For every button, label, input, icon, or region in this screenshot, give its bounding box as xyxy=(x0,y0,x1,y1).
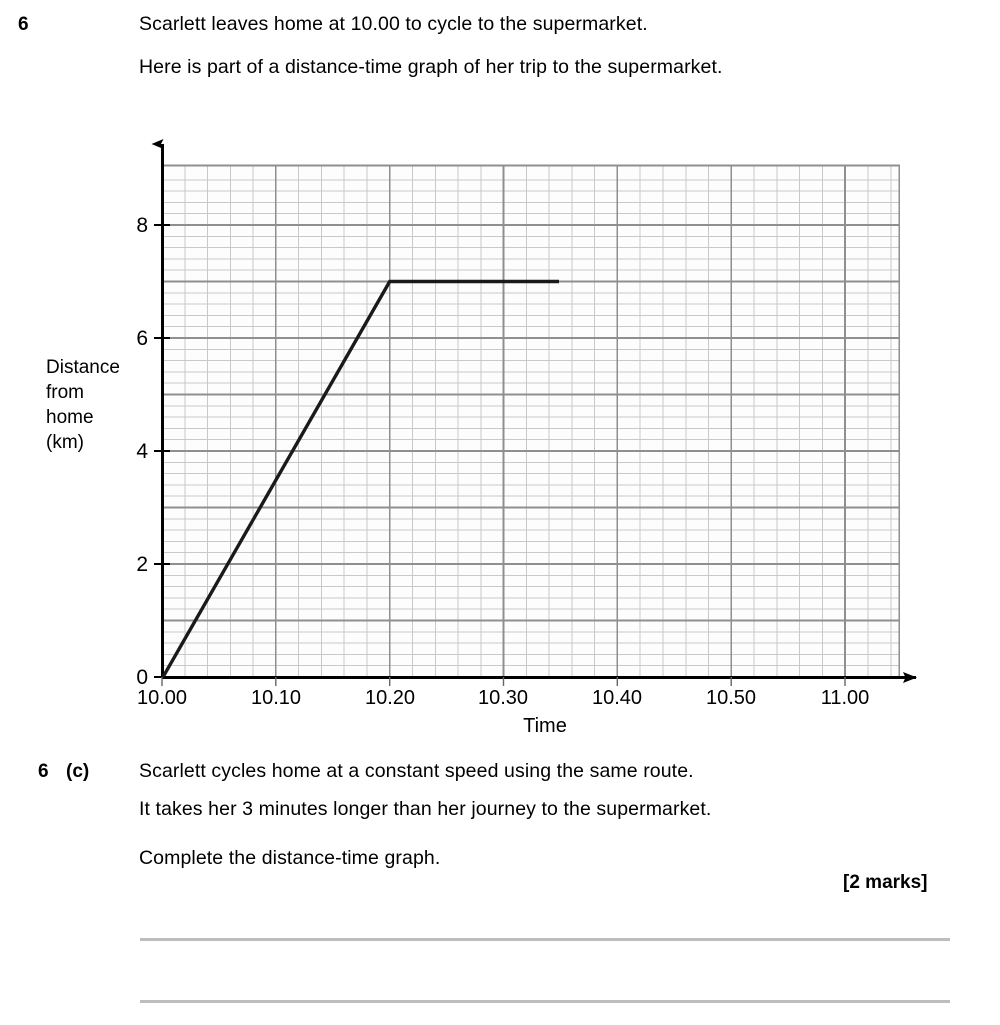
x-axis-title: Time xyxy=(523,715,567,737)
y-tick-label-6: 6 xyxy=(136,327,148,350)
x-tick-label-1100: 11.00 xyxy=(820,687,870,709)
x-tick-label-1040: 10.40 xyxy=(591,687,643,709)
y-tick-label-0: 0 xyxy=(136,666,148,689)
y-axis-title-line-2: from xyxy=(46,382,84,403)
intro-line-2: Here is part of a distance-time graph of her trip to the supermarket. xyxy=(139,56,723,78)
x-tick-label-1050: 10.50 xyxy=(705,687,757,709)
x-tick-label-1020: 10.20 xyxy=(364,687,416,709)
y-axis-title-line-1: Distance xyxy=(46,357,120,378)
y-axis-title-line-4: (km) xyxy=(46,432,84,453)
plot-background xyxy=(162,165,900,677)
part-line-2: It takes her 3 minutes longer than her journey to the supermarket. xyxy=(139,798,712,820)
y-tick-label-8: 8 xyxy=(136,214,148,237)
x-tick-label-1010: 10.10 xyxy=(250,687,302,709)
question-part-number: 6 xyxy=(38,761,49,782)
answer-line-2[interactable] xyxy=(140,1000,950,1003)
x-tick-label-1030: 10.30 xyxy=(477,687,529,709)
y-tick-label-2: 2 xyxy=(136,553,148,576)
question-part-letter: (c) xyxy=(66,761,90,782)
answer-line-1[interactable] xyxy=(140,938,950,941)
intro-line-1: Scarlett leaves home at 10.00 to cycle to the supermarket. xyxy=(139,13,648,35)
part-line-1: Scarlett cycles home at a constant speed using the same route. xyxy=(139,760,694,782)
marks-allocation: [2 marks] xyxy=(843,872,928,893)
y-tick-label-4: 4 xyxy=(136,440,148,463)
question-number: 6 xyxy=(18,14,29,35)
x-tick-label-1000: 10.00 xyxy=(136,687,188,709)
y-axis-title xyxy=(46,355,120,455)
part-line-3: Complete the distance-time graph. xyxy=(139,847,441,869)
y-axis-title-line-3: home xyxy=(46,407,94,428)
